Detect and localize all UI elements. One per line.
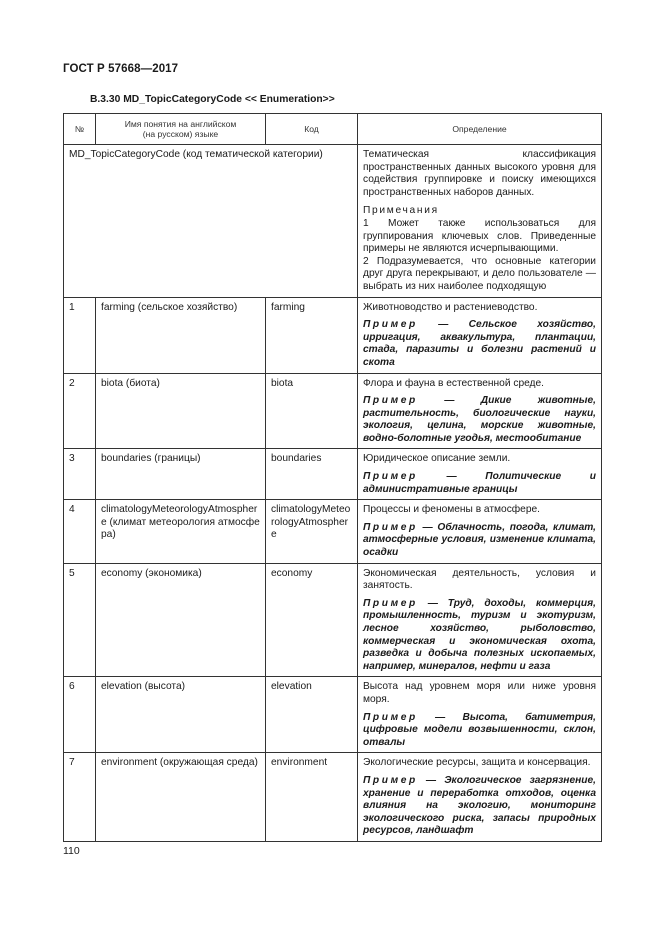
row-code: boundaries <box>266 449 358 500</box>
row-definition: Процессы и феномены в атмосфере. <box>363 504 541 516</box>
table-row <box>64 753 602 842</box>
row-definition-cell <box>358 753 602 842</box>
row-code: environment <box>266 753 358 842</box>
example-text: — Политические и административные границы <box>363 471 596 495</box>
main-row <box>64 145 602 298</box>
table-row <box>64 563 602 677</box>
row-num: 1 <box>64 297 96 373</box>
row-example <box>363 395 596 445</box>
row-definition: Экономическая деятельность, условия и занятость. <box>363 567 596 592</box>
row-code: climatologyMeteorologyAtmosphere <box>266 500 358 563</box>
row-definition-cell <box>358 373 602 449</box>
row-example <box>363 775 596 838</box>
row-example <box>363 319 596 369</box>
example-label: Пример <box>363 711 418 723</box>
row-definition-cell <box>358 297 602 373</box>
note-1: 1 Может также использоваться для группирования ключевых слов. Приведенные примеры не являются исчерпывающими. <box>363 217 596 255</box>
row-definition: Высота над уровнем моря или ниже уровня моря. <box>363 681 596 705</box>
row-example <box>363 598 596 674</box>
main-row-definition-cell <box>358 145 602 298</box>
row-name: biota (биота) <box>96 373 266 449</box>
row-code: farming <box>266 297 358 373</box>
row-num: 3 <box>64 449 96 500</box>
example-text: — Экологическое загрязнение, хранение и переработка отходов, оценка влияния на экологию, мониторинг экологического риска, запасы природных ресурсов, ландшафт <box>363 774 596 837</box>
row-definition: Экологические ресурсы, защита и консервация. <box>363 757 591 769</box>
table-row <box>64 297 602 373</box>
example-text: — Дикие животные, растительность, биологические науки, экология, целина, морские животные, водно-болотные угодья, местообитание <box>363 395 596 444</box>
table-row <box>64 373 602 449</box>
row-name: boundaries (границы) <box>96 449 266 500</box>
enumeration-table <box>63 113 602 842</box>
row-code: economy <box>266 563 358 677</box>
row-example <box>363 471 596 496</box>
row-name: elevation (высота) <box>96 677 266 753</box>
example-label: Пример <box>363 319 418 331</box>
example-text: — Сельское хозяйство, ирригация, аквакультура, плантации, стада, паразиты и болезни растений и скота <box>363 319 596 368</box>
example-label: Пример <box>363 521 418 533</box>
example-label: Пример <box>363 597 418 609</box>
row-definition: Флора и фауна в естественной среде. <box>363 377 544 389</box>
row-num: 2 <box>64 373 96 449</box>
row-definition-cell <box>358 563 602 677</box>
notes-title: Примечания <box>363 205 439 217</box>
row-definition: Животноводство и растениеводство. <box>363 301 538 313</box>
row-num: 4 <box>64 500 96 563</box>
row-name: farming (сельское хозяйство) <box>96 297 266 373</box>
row-name: climatologyMeteorologyAtmosphere (климат метеорология атмосфера) <box>96 500 266 563</box>
row-definition-cell <box>358 677 602 753</box>
header-code: Код <box>266 114 358 145</box>
row-num: 6 <box>64 677 96 753</box>
example-label: Пример <box>363 395 418 407</box>
header-definition: Определение <box>358 114 602 145</box>
row-name: economy (экономика) <box>96 563 266 677</box>
table-header-row <box>64 114 602 145</box>
header-name: Имя понятия на английском (на русском) языке <box>96 114 266 145</box>
main-row-definition: Тематическая классификация пространственных данных высокого уровня для содействия группировке и поиску имеющихся пространственных наборов данных. <box>363 149 596 198</box>
row-definition-cell <box>358 449 602 500</box>
row-example <box>363 522 596 560</box>
example-text: — Высота, батиметрия, цифровые модели возвышенности, склон, отвалы <box>363 711 596 748</box>
table-row <box>64 500 602 563</box>
example-label: Пример <box>363 774 418 786</box>
row-example <box>363 712 596 750</box>
example-label: Пример <box>363 471 418 483</box>
page-number: 110 <box>63 845 80 857</box>
row-num: 7 <box>64 753 96 842</box>
table-row <box>64 449 602 500</box>
header-num: № <box>64 114 96 145</box>
row-name: environment (окружающая среда) <box>96 753 266 842</box>
example-text: — Облачность, погода, климат, атмосферные условия, изменение климата, осадки <box>363 521 596 559</box>
note-2: 2 Подразумевается, что основные категории друг друга перекрывают, и дело пользователе — выбрать из них наиболее подходящую <box>363 255 596 292</box>
row-definition-cell <box>358 500 602 563</box>
table-row <box>64 677 602 753</box>
example-text: — Труд, доходы, коммерция, промышленность, туризм и экотуризм, лесное хозяйство, рыболовство, коммерческая и экономическая охота, разведка и добыча полезных ископаемых, например, минералов, нефти и газа <box>363 597 596 672</box>
row-num: 5 <box>64 563 96 677</box>
row-code: biota <box>266 373 358 449</box>
document-header: ГОСТ Р 57668—2017 <box>63 63 179 75</box>
row-code: elevation <box>266 677 358 753</box>
row-definition: Юридическое описание земли. <box>363 453 511 465</box>
section-title: B.3.30 MD_TopicCategoryCode << Enumeration>> <box>90 94 335 105</box>
main-row-name: MD_TopicCategoryCode (код тематической категории) <box>64 145 358 298</box>
